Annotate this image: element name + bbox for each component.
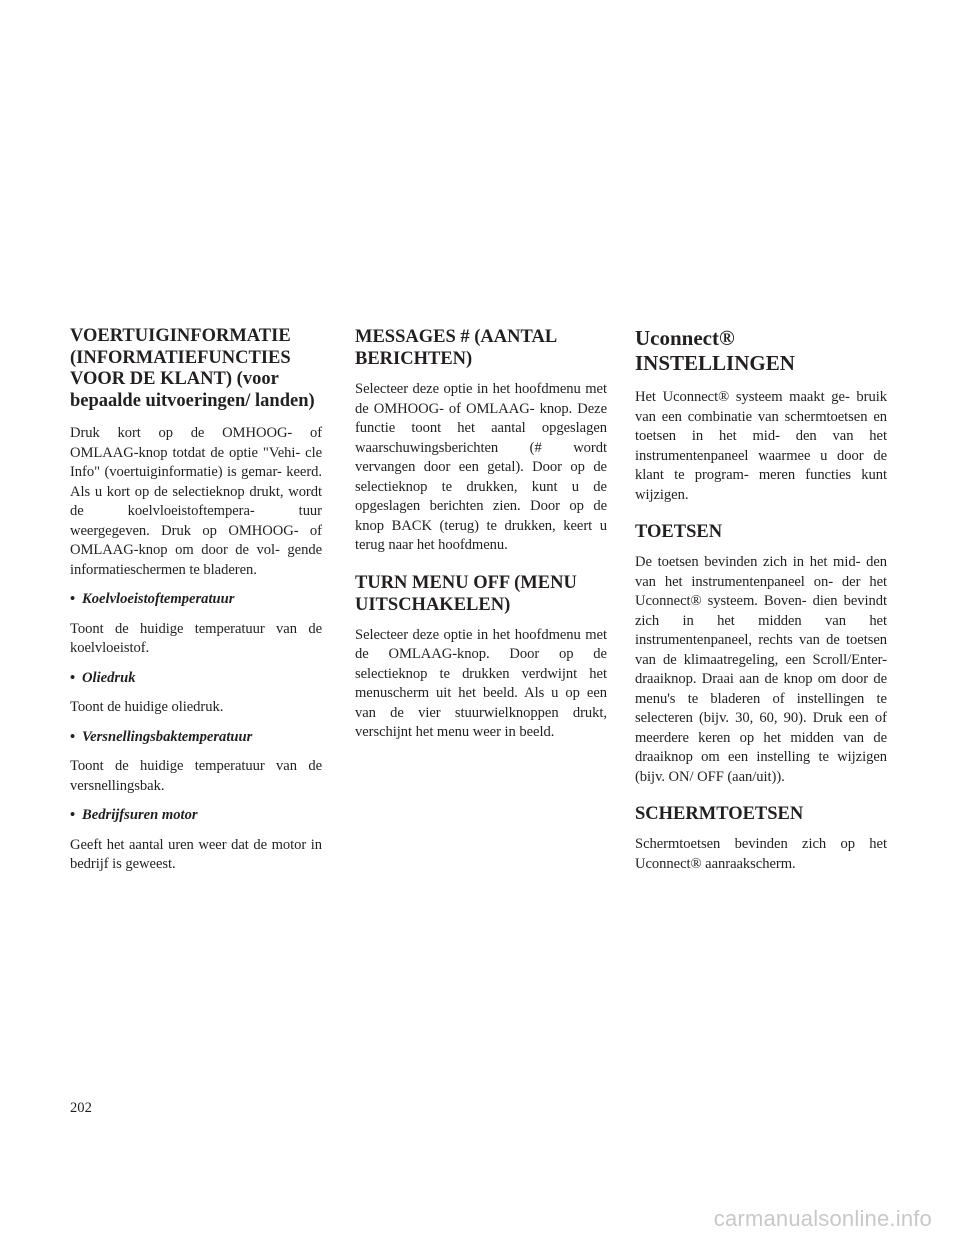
- bullet-dot-icon: •: [70, 728, 76, 745]
- paragraph-turn-menu-off: Selecteer deze optie in het hoofdmenu met de OMLAAG-knop. Door op de selectieknop te drukken verdwijnt het menuscherm uit het beeld. Als u op een van de vier stuurwielknoppen drukt, verschijnt het menu weer in beeld.: [355, 626, 607, 740]
- heading-messages: MESSAGES # (AANTAL BERICHTEN): [355, 327, 557, 369]
- column-uconnect: [635, 326, 887, 884]
- bullet-dot-icon: •: [70, 591, 76, 607]
- heading-uconnect-settings: Uconnect® INSTELLINGEN: [635, 326, 795, 375]
- page-number: 202: [70, 1100, 92, 1116]
- bullet-oil-pressure: [70, 669, 322, 689]
- bullet-coolant-temperature: [70, 590, 322, 610]
- bullet-label: Versnellingsbaktemperatuur: [82, 728, 253, 745]
- heading-schermtoetsen: SCHERMTOETSEN: [635, 804, 804, 824]
- heading-toetsen: TOETSEN: [635, 522, 723, 542]
- paragraph-oil-pressure: Toont de huidige oliedruk.: [70, 699, 224, 715]
- bullet-dot-icon: •: [70, 669, 76, 686]
- paragraph-schermtoetsen: Schermtoetsen bevinden zich op het Uconnect® aanraakscherm.: [635, 836, 887, 872]
- heading-vehicle-info: VOERTUIGINFORMATIE (INFORMATIEFUNCTIES VOOR DE KLANT) (voor bepaalde uitvoeringen/ landen): [70, 326, 315, 411]
- paragraph-coolant-temperature: Toont de huidige temperatuur van de koelvloeistof.: [70, 620, 322, 656]
- bullet-label: Koelvloeistoftemperatuur: [82, 591, 235, 607]
- bullet-dot-icon: •: [70, 807, 76, 823]
- paragraph-messages: Selecteer deze optie in het hoofdmenu met de OMHOOG- of OMLAAG- knop. Deze functie toont het aantal opgeslagen waarschuwingsberichten (# wordt vervangen door een getal). Door op de selectieknop te drukken, kunt u de opgeslagen berichten zien. Door op de knop BACK (terug) te drukken, keert u terug naar het hoofdmenu.: [355, 381, 607, 553]
- watermark: carmanualsonline.info: [713, 1206, 932, 1231]
- bullet-transmission-temperature: [70, 728, 322, 748]
- paragraph-toetsen: De toetsen bevinden zich in het mid- den van het instrumentenpaneel on- der het Uconnect® systeem. Boven- dien bevindt zich in het midden van het instrumentenpaneel, rechts van de toetsen van de klimaatregeling, een Scroll/Enter-draaiknop. Draai aan de knop om door de menu's te bladeren of instellingen te selecteren (bijv. 30, 60, 90). Druk een of meerdere keren op het midden van de draaiknop om een instelling te wijzigen (bijv. ON/ OFF (aan/uit)).: [635, 554, 887, 785]
- heading-turn-menu-off: TURN MENU OFF (MENU UITSCHAKELEN): [355, 572, 577, 615]
- bullet-engine-hours: [70, 806, 322, 826]
- paragraph-vehicle-info-intro: Druk kort op de OMHOOG- of OMLAAG-knop totdat de optie "Vehi- cle Info" (voertuiginformatie) is gemar- keerd. Als u kort op de selectieknop drukt, wordt de koelvloeistoftempera- tuur weergegeven. Druk op OMHOOG- of OMLAAG-knop om door de vol- gende informatieschermen te bladeren.: [70, 425, 322, 578]
- bullet-label: Oliedruk: [82, 669, 136, 686]
- paragraph-transmission-temperature: Toont de huidige temperatuur van de versnellingsbak.: [70, 758, 322, 794]
- column-messages: [355, 326, 607, 753]
- bullet-label: Bedrijfsuren motor: [82, 807, 198, 823]
- paragraph-engine-hours: Geeft het aantal uren weer dat de motor in bedrijf is geweest.: [70, 836, 322, 872]
- column-vehicle-info: [70, 326, 322, 885]
- paragraph-uconnect-settings: Het Uconnect® systeem maakt ge- bruik van een combinatie van schermtoetsen en toetsen in het mid- den van het instrumentenpaneel waarmee u door de klant te program- meren functies kunt wijzigen.: [635, 389, 887, 503]
